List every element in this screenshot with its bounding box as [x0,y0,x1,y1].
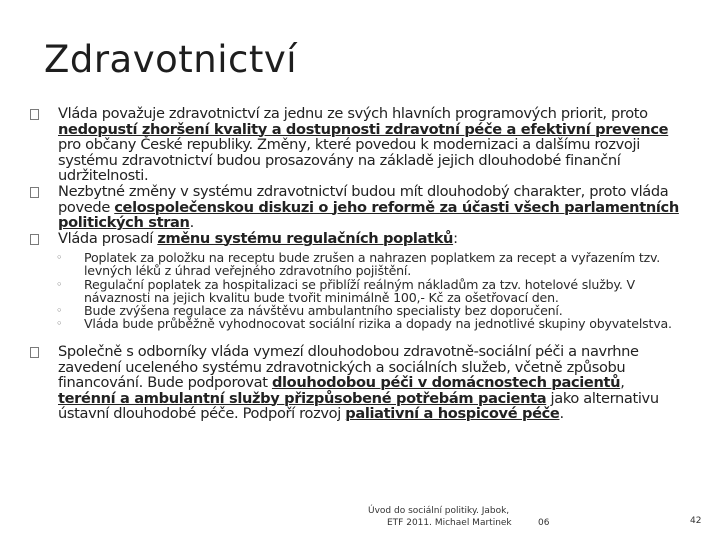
circle-bullet-icon: ◦ [56,277,63,291]
footer [368,505,550,529]
item-emphasis: paliativní a hospicové péče [345,405,560,423]
item-emphasis: dlouhodobou péči v domácnostech pacientů [271,374,621,392]
footer-line-2: ETF 2011. Michael Martinek [387,518,512,528]
list-item [30,184,685,231]
slide-content [30,106,685,422]
item-text: Vláda považuje zdravotnictví za jednu ze svých hlavních programových priorit, proto [58,105,648,122]
item-text: . [189,214,194,232]
square-bullet-icon [30,109,39,120]
item-text: Vláda prosadí [58,229,158,247]
circle-bullet-icon: ◦ [56,316,63,330]
list-item [30,106,685,184]
page-title: Zdravotnictví [44,38,298,81]
sub-item-text: Regulační poplatek za hospitalizaci se přiblíží reálným nákladům za tzv. hotelové služby. V návaznosti na jejich kvalitu bude tvořit minimálně 100,- Kč za ošetřovací den. [84,276,635,305]
sub-item-text: Vláda bude průběžně vyhodnocovat sociální rizika a dopady na jednotlivé skupiny obyvatelstva. [84,315,672,331]
list-item [30,344,685,422]
item-text: , [620,374,625,392]
sub-item-text: Poplatek za položku na receptu bude zrušen a nahrazen poplatkem za recept a vyřazením tzv. levných léků z úhrad veřejného zdravotního pojištění. [84,250,661,279]
sub-list-item [30,251,685,277]
circle-bullet-icon: ◦ [56,251,63,265]
footer-line-1: Úvod do sociální politiky. Jabok, [368,506,510,516]
square-bullet-icon [30,234,39,245]
item-text: Společně s odborníky vláda vymezí dlouhodobou zdravotně-sociální péči a navrhne zavedení uceleného systému zdravotnických a sociálních služeb, včetně způsobu financování. Bude podporovat [58,342,639,392]
sub-list-item [30,278,685,304]
item-text: pro občany České republiky. Změny, které povedou k modernizaci a dalšímu rozvoji systému zdravotnictví budou prosazovány na základě jejich dlouhodobé finanční udržitelnosti. [58,136,640,185]
footer-slide-number: 06 [538,518,550,528]
item-text: : [453,229,458,247]
item-emphasis: nedopustí zhoršení kvality a dostupnosti zdravotní péče a efektivní prevence [58,120,669,138]
item-text: . [559,405,564,423]
item-emphasis: změnu systému regulačních poplatků [157,229,454,247]
sub-list-item [30,317,685,330]
list-item [30,231,685,247]
item-emphasis: celospolečenskou diskuzi o jeho reformě za účasti všech parlamentních politických stran [58,198,679,232]
page-number: 42 [690,516,702,526]
sub-item-text: Bude zvýšena regulace za návštěvu ambulantního specialisty bez doporučení. [84,302,563,318]
circle-bullet-icon: ◦ [56,303,63,317]
item-text: jako alternativu ústavní dlouhodobé péče. Podpoří rozvoj [58,389,659,423]
square-bullet-icon [30,187,39,198]
square-bullet-icon [30,347,39,358]
item-text: Nezbytné změny v systému zdravotnictví budou mít dlouhodobý charakter, proto vláda povede [58,182,669,216]
item-emphasis: terénní a ambulantní služby přizpůsobené potřebám pacienta [58,389,547,407]
